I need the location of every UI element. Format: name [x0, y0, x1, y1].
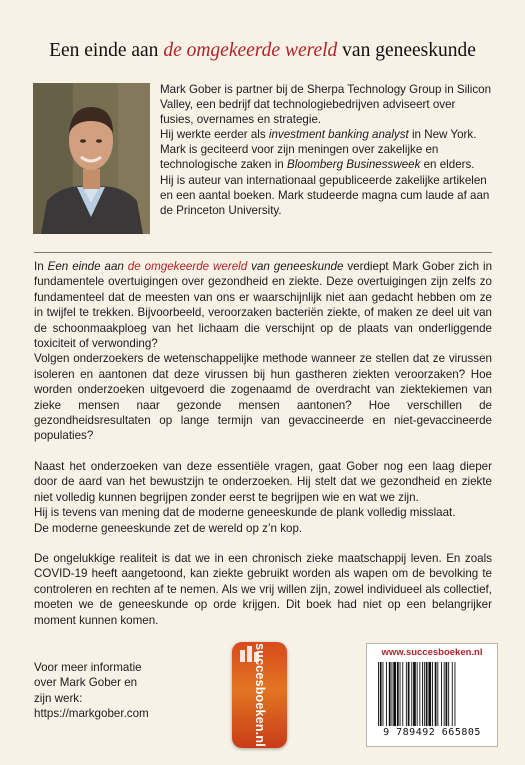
- bio-text: in New York.: [408, 128, 477, 142]
- bio-paragraph: Hij is auteur van internationaal gepubliceerde zakelijke artikelen en een aantal boeken. Mark studeerde magna cum laude af aan de Princeton University.: [160, 173, 490, 217]
- bio-emphasis: Bloomberg Businessweek: [286, 158, 421, 172]
- barcode-bar: [392, 662, 393, 726]
- barcode-bar: [386, 662, 387, 726]
- more-info: [34, 660, 194, 722]
- author-website-link[interactable]: https://markgober.com: [34, 707, 149, 721]
- barcode-bar: [432, 662, 433, 726]
- blurb-highlight: de omgekeerde wereld: [123, 260, 248, 273]
- barcode-bar: [411, 662, 412, 726]
- barcode-bar: [452, 662, 453, 726]
- barcode-bar: [402, 662, 403, 726]
- info-line: zijn werk:: [34, 691, 83, 705]
- bio-paragraph: [160, 142, 492, 172]
- barcode-bar: [426, 662, 428, 726]
- blurb-emphasis: Een einde aan: [47, 260, 124, 273]
- bio-text: en elders.: [420, 158, 475, 172]
- bio-text: Mark is geciteerd voor zijn meningen over zakelijke en technologische zaken in: [160, 143, 439, 172]
- publisher-logo: [232, 642, 287, 748]
- barcode-bar: [417, 662, 418, 726]
- barcode-bar: [406, 662, 407, 726]
- info-line: Voor meer informatie: [34, 661, 142, 674]
- publisher-name: succesboeken.nl: [252, 643, 267, 747]
- bio-text: Hij werkte eerder als: [160, 128, 269, 142]
- barcode-bar: [448, 662, 449, 726]
- blurb-text-run: verdiept Mark Gober zich in fundamentele overtuigingen over gezondheid en ziekte. Deze overtuigingen zijn zelfs zo fundamenteel dat de meesten van ons er waarschijnlijk niet aan gedacht hebben om ze in twijfel te trekken. Bijvoorbeeld, veroorzaken bacteriën ziekte, of maken ze deel uit van de schoonmaakploeg van het lichaam die verschijnt op de plaats van onderliggende toxiciteit of verwonding?: [34, 260, 493, 351]
- barcode-bar: [437, 662, 438, 726]
- section-divider: [34, 252, 492, 253]
- barcode-bar: [397, 662, 399, 726]
- blurb-paragraph: De moderne geneeskunde zet de wereld op z’n kop.: [34, 521, 303, 535]
- barcode-bar: [400, 662, 401, 726]
- isbn-number: 9 789492 665805: [383, 727, 481, 738]
- barcode-bar: [413, 662, 416, 726]
- blurb-paragraph: Naast het onderzoeken van deze essentiële vragen, gaat Gober nog een laag dieper door de aard van het bewustzijn te onderzoeken. Hij stelt dat we gezondheid en ziekte niet volledig kunnen begrijpen zonder eerst te begrijpen wie en wat we zijn.: [34, 459, 492, 504]
- blurb-paragraph: Volgen onderzoekers de wetenschappelijke methode wanneer ze stellen dat ze virussen isoleren en aantonen dat deze virussen bij hun gastheren ziekten veroorzaken? Hoe worden onderzoeken uitgevoerd die zogenaamd de overdracht van ziektekiemen van zieke mensen naar gezonde mensen aantonen? Hoe verschillen de gezondheidsresultaten op lange termijn van gevaccineerde en niet-gevaccineerde populaties?: [34, 352, 492, 443]
- barcode-bar: [435, 662, 437, 726]
- barcode-bar: [380, 662, 382, 726]
- info-line: over Mark Gober en: [34, 676, 138, 690]
- blurb-paragraph: Hij is tevens van mening dat de moderne geneeskunde de plank volledig misslaat.: [34, 506, 456, 520]
- barcode-bar: [389, 662, 391, 726]
- barcode-bar: [424, 662, 425, 726]
- blurb-paragraph: De ongelukkige realiteit is dat we in een chronisch zieke maatschappij leven. En zoals COVID-19 heeft aangetoond, kan ziekte gebruikt worden als wapen om de bevolking te controleren en rechten af te nemen. Als we vrij willen zijn, zowel individueel als collectief, moeten we de geneeskunde op orde krijgen. Dit boek had niet op een belangrijker moment kunnen komen.: [34, 551, 492, 627]
- author-photo: [33, 83, 150, 234]
- paragraph-gap: [34, 536, 492, 551]
- bio-paragraph: Mark Gober is partner bij de Sherpa Technology Group in Silicon Valley, een bedrijf dat technologiebedrijven adviseert over fusies, overnames en strategie.: [160, 83, 492, 127]
- paragraph-gap: [34, 444, 492, 459]
- blurb-emphasis: van geneeskunde: [247, 260, 344, 273]
- publisher-url: www.succesboeken.nl: [381, 647, 483, 658]
- barcode-bar: [455, 662, 456, 726]
- isbn-barcode: [378, 662, 486, 726]
- barcode-bar: [419, 662, 420, 726]
- book-title: [0, 40, 525, 62]
- barcode-bar: [408, 662, 410, 726]
- blurb-paragraph: [34, 259, 492, 351]
- barcode-panel: [366, 643, 498, 747]
- title-highlight: de omgekeerde wereld: [163, 40, 338, 61]
- blurb-text: [34, 259, 492, 628]
- barcode-bar: [383, 662, 384, 726]
- barcode-bar: [393, 662, 396, 726]
- title-suffix: van geneeskunde: [337, 40, 476, 61]
- author-bio: [160, 82, 492, 218]
- barcode-bar: [378, 662, 379, 726]
- author-portrait-image: [33, 83, 150, 234]
- bio-paragraph: [160, 127, 492, 142]
- barcode-bar: [444, 662, 445, 726]
- barcode-bar: [428, 662, 431, 726]
- title-prefix: Een einde aan: [49, 40, 164, 61]
- barcode-bar: [446, 662, 448, 726]
- bio-emphasis: investment banking analyst: [268, 128, 409, 142]
- barcode-bar: [422, 662, 423, 726]
- blurb-text-run: In: [34, 260, 48, 273]
- barcode-bar: [441, 662, 442, 726]
